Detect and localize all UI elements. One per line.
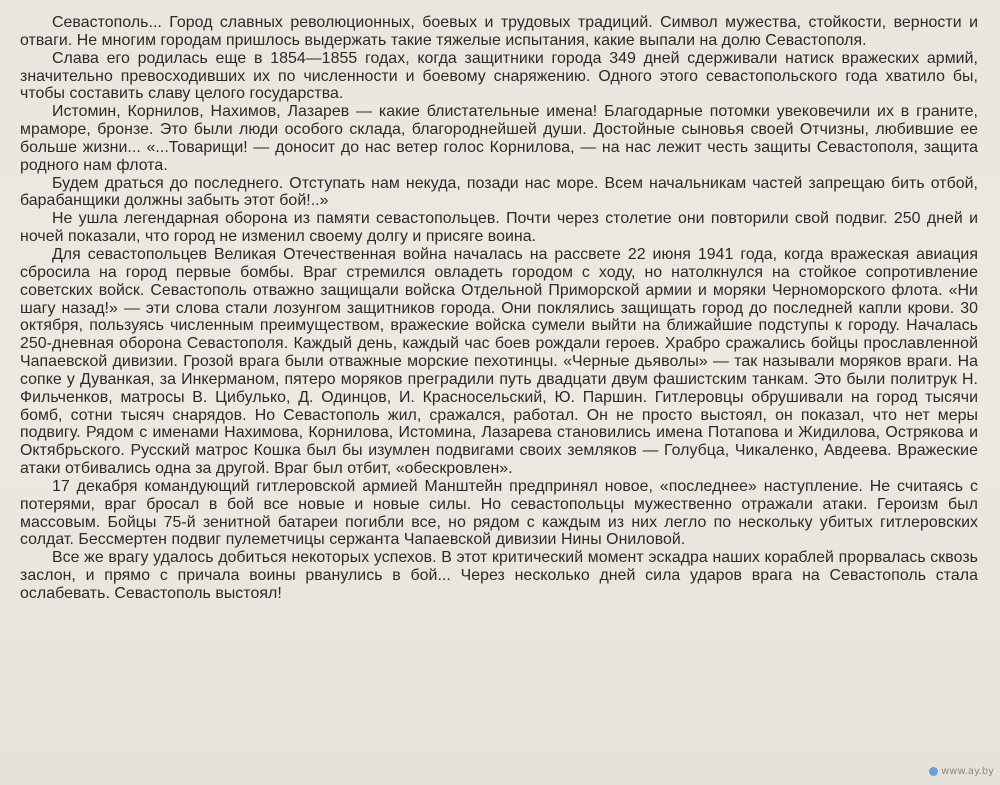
paragraph-7: 17 декабря командующий гитлеровской армией Манштейн предпринял новое, «последнее» наступление. Не считаясь с потерями, враг бросал в бой все новые и новые силы. Но севастопольцы мужественно отражали атаки. Героизм был массовым. Бойцы 75-й зенитной батареи погибли все, но рядом с каждым из них легло по нескольку убитых гитлеровских солдат. Бессмертен подвиг пулеметчицы сержанта Чапаевской дивизии Нины Ониловой.	[20, 477, 978, 549]
paragraph-6: Для севастопольцев Великая Отечественная война началась на рассвете 22 июня 1941 года, когда вражеская авиация сбросила на город первые бомбы. Враг стремился овладеть городом с ходу, но натолкнулся на стойкое сопротивление советских войск. Севастополь отважно защищали войска Отдельной Приморской армии и моряки Черноморского флота. «Ни шагу назад!» — эти слова стали лозунгом защитников города. Они поклялись защищать город до последней капли крови. 30 октября, пользуясь численным преимуществом, вражеские войска сумели выйти на ближайшие подступы к городу. Началась 250-дневная оборона Севастополя. Каждый день, каждый час боев рождали героев. Храбро сражались бойцы прославленной Чапаевской дивизии. Грозой врага были отважные морские пехотинцы. «Черные дьяволы» — так называли моряков враги. На сопке у Дуванкая, за Инкерманом, пятеро моряков преградили путь двадцати двум фашистским танкам. Это были политрук Н. Фильченков, матросы В. Цибулько, Д. Одинцов, И. Красносельский, Ю. Паршин. Гитлеровцы обрушивали на город тысячи бомб, сотни тысяч снарядов. Но Севастополь жил, сражался, работал. Он не просто выстоял, он показал, что нет меры подвигу. Рядом с именами Нахимова, Корнилова, Истомина, Лазарева становились имена Потапова и Жидилова, Острякова и Октябрьского. Русский матрос Кошка был бы изумлен подвигами своих земляков — Голубца, Чикаленко, Авдеева. Вражеские атаки отбивались одна за другой. Враг был отбит, «обескровлен».	[20, 245, 978, 478]
paragraph-1: Севастополь... Город славных революционных, боевых и трудовых традиций. Символ мужества, стойкости, верности и отваги. Не многим городам пришлось выдержать такие тяжелые испытания, какие выпали на долю Севастополя.	[20, 14, 978, 49]
watermark-logo-icon	[929, 767, 938, 776]
site-watermark	[929, 766, 994, 777]
paragraph-3: Истомин, Корнилов, Нахимов, Лазарев — какие блистательные имена! Благодарные потомки увековечили их в граните, мраморе, бронзе. Это были люди особого склада, благороднейшей души. Достойные сыновья своей Отчизны, любившие ее больше жизни... «...Товарищи! — доносит до нас ветер голос Корнилова, — на нас лежит честь защиты Севастополя, защита родного нам флота.	[20, 103, 978, 174]
paragraph-4: Будем драться до последнего. Отступать нам некуда, позади нас море. Всем начальникам частей запрещаю бить отбой, барабанщики должны забыть этот бой!..»	[20, 174, 978, 210]
paragraph-8: Все же врагу удалось добиться некоторых успехов. В этот критический момент эскадра наших кораблей прорвалась сквозь заслон, и прямо с причала воины рванулись в бой... Через несколько дней сила ударов врага на Севастополь стала ослабевать. Севастополь выстоял!	[20, 549, 978, 602]
paragraph-2: Слава его родилась еще в 1854—1855 годах, когда защитники города 349 дней сдерживали натиск вражеских армий, значительно превосходивших их по численности и боевому снаряжению. Одного этого севастопольского года хватило бы, чтобы составить славу целого государства.	[20, 49, 978, 103]
paragraph-5: Не ушла легендарная оборона из памяти севастопольцев. Почти через столетие они повторили свой подвиг. 250 дней и ночей показали, что город не изменил своему долгу и присяге воина.	[20, 210, 978, 246]
watermark-text: www.ay.by	[941, 766, 994, 777]
article-text	[20, 14, 978, 603]
